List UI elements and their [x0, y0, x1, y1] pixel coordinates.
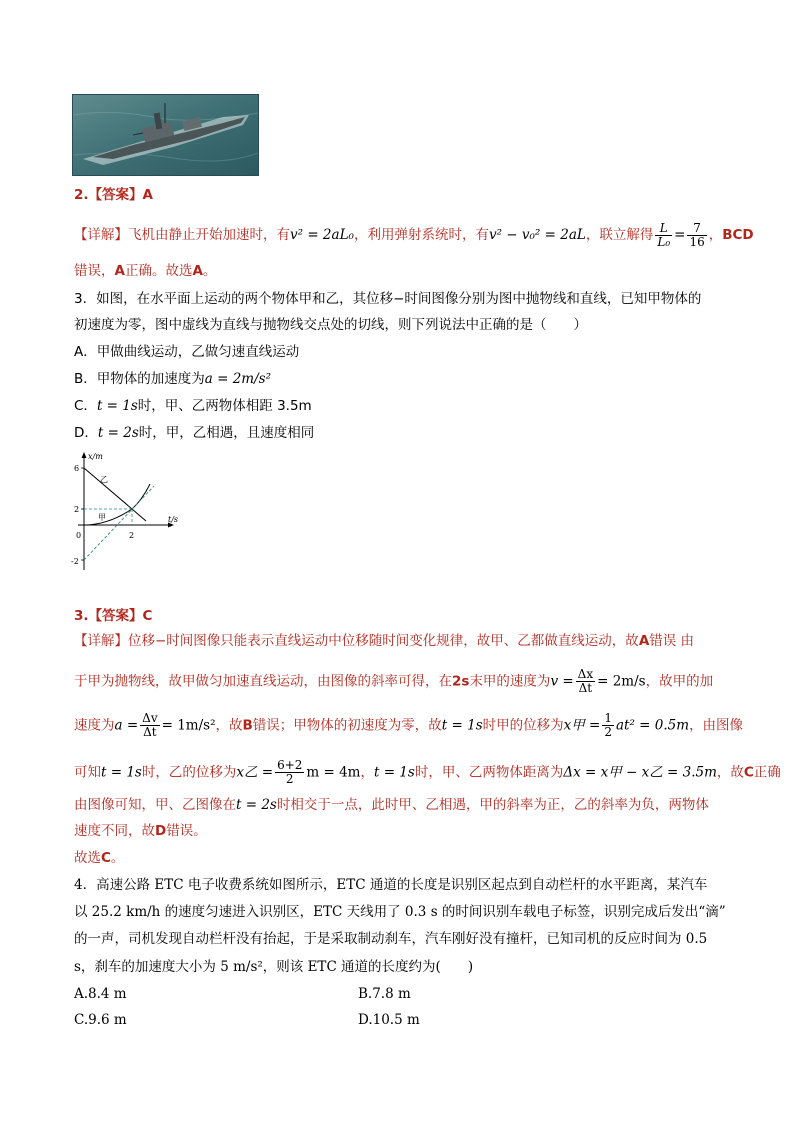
q2-answer — [74, 186, 153, 204]
q3-answer: 3.【答案】C — [74, 608, 153, 624]
x-tick-2: 2 — [129, 531, 135, 540]
q4-option-a: A.8.4 m — [74, 986, 127, 1002]
q2-equation-2: v² − v₀² = 2aL — [488, 227, 586, 243]
y-axis-label: x/m — [88, 452, 103, 461]
q3-option-d: D．t = 2s时，甲，乙相遇，且速度相同 — [74, 425, 315, 441]
q3-option-b: B．甲物体的加速度为a = 2m/s² — [74, 371, 271, 387]
q3-detail-line1: 【详解】位移−时间图像只能表示直线运动中位移随时间变化规律，故甲、乙都做直线运动，故A错误 由 — [74, 633, 695, 649]
x-axis-label: t/s — [168, 515, 179, 524]
q4-stem-line3: 的一声，司机发现自动栏杆没有抬起，于是采取制动刹车，汽车刚好没有撞杆，已知司机的反应时间为 0.5 — [74, 931, 708, 947]
warship-photo — [72, 94, 259, 176]
y-tick-2: 2 — [74, 505, 80, 514]
q4-option-c: C.9.6 m — [74, 1012, 127, 1028]
y-tick-6: 6 — [74, 464, 80, 473]
q2-fraction-l: $\frac{L}{\text{L₀}}$ — [657, 221, 671, 249]
q3-detail-line6: 速度不同，故D错误。 — [74, 823, 207, 839]
tangent-line — [84, 486, 154, 560]
q2-equation-1: v² = 2aL₀ — [290, 227, 354, 243]
q2-detail-line1: 【详解】飞机由静止开始加速时，有v² = 2aL₀，利用弹射系统时，有v² − v₀² = 2aL，联立解得 $\frac{L}{\text{L₀}}$ = $\frac{7}{16}$ ，BCD — [74, 221, 754, 249]
q3-option-a: A．甲做曲线运动，乙做匀速直线运动 — [74, 344, 300, 360]
curve-jia — [84, 484, 150, 525]
q2-detail-tag: 【详解】 — [74, 227, 128, 243]
q4-stem-line2: 以 25.2 km/h 的速度匀速进入识别区，ETC 天线用了 0.3 s 的时间识别车载电子标签，识别完成后发出“滴” — [74, 904, 726, 920]
q3-detail-line3: 速度为a = $\frac{\Delta v}{\Delta t}$ = 1m/s²，故B错误；甲物体的初速度为零，故t = 1s时甲的位移为x甲 = $\frac{1}{2}$ at² = 0.5m，由图像 — [74, 711, 744, 739]
q3-detail-line4: 可知t = 1s时，乙的位移为x乙 = $\frac{6+2}{2}$ m = 4m，t = 1s时，甲、乙两物体距离为Δx = x甲 − x乙 = 3.5m，故C正确 — [74, 758, 781, 786]
q2-answer-label: 2.【答案】 — [74, 187, 143, 203]
y-tick-neg2: -2 — [71, 557, 79, 566]
q4-stem-line1: 4．高速公路 ETC 电子收费系统如图所示，ETC 通道的长度是识别区起点到自动栏杆的水平距离，某汽车 — [74, 877, 708, 893]
q2-fraction-7-16: $\frac{7}{16}$ — [689, 221, 705, 249]
q2-answer-value: A — [142, 187, 153, 203]
q3-detail-line7: 故选C。 — [74, 850, 125, 866]
q3-detail-line5: 由图像可知，甲、乙图像在t = 2s时相交于一点，此时甲、乙相遇，甲的斜率为正，乙的斜率为负，两物体 — [74, 797, 709, 813]
q2-detail-line2: 错误，A正确。故选A。 — [74, 263, 217, 279]
y-tick-0: 0 — [76, 531, 82, 540]
q3-option-c: C．t = 1s时，甲、乙两物体相距 3.5m — [74, 398, 312, 414]
label-yi: 乙 — [100, 475, 108, 484]
q3-stem-line2: 初速度为零，图中虚线为直线与抛物线交点处的切线，则下列说法中正确的是（ ） — [74, 317, 587, 333]
q4-stem-line4: s，刹车的加速度大小为 5 m/s²，则该 ETC 通道的长度约为( ) — [74, 959, 474, 975]
q3-stem-line1: 3．如图，在水平面上运动的两个物体甲和乙，其位移−时间图像分别为图中抛物线和直线，已知甲物体的 — [74, 291, 702, 307]
y-axis-arrow-icon — [82, 452, 87, 458]
label-jia: 甲 — [98, 513, 106, 522]
line-yi — [84, 468, 132, 509]
q3-detail-line2: 于甲为抛物线，故甲做匀加速直线运动，由图像的斜率可得，在2s末甲的速度为v = $\frac{\Delta x}{\Delta t}$ = 2m/s，故甲的加 — [74, 667, 714, 695]
q4-option-b: B.7.8 m — [358, 986, 411, 1002]
position-time-graph — [64, 450, 194, 574]
q4-option-d: D.10.5 m — [358, 1012, 420, 1028]
